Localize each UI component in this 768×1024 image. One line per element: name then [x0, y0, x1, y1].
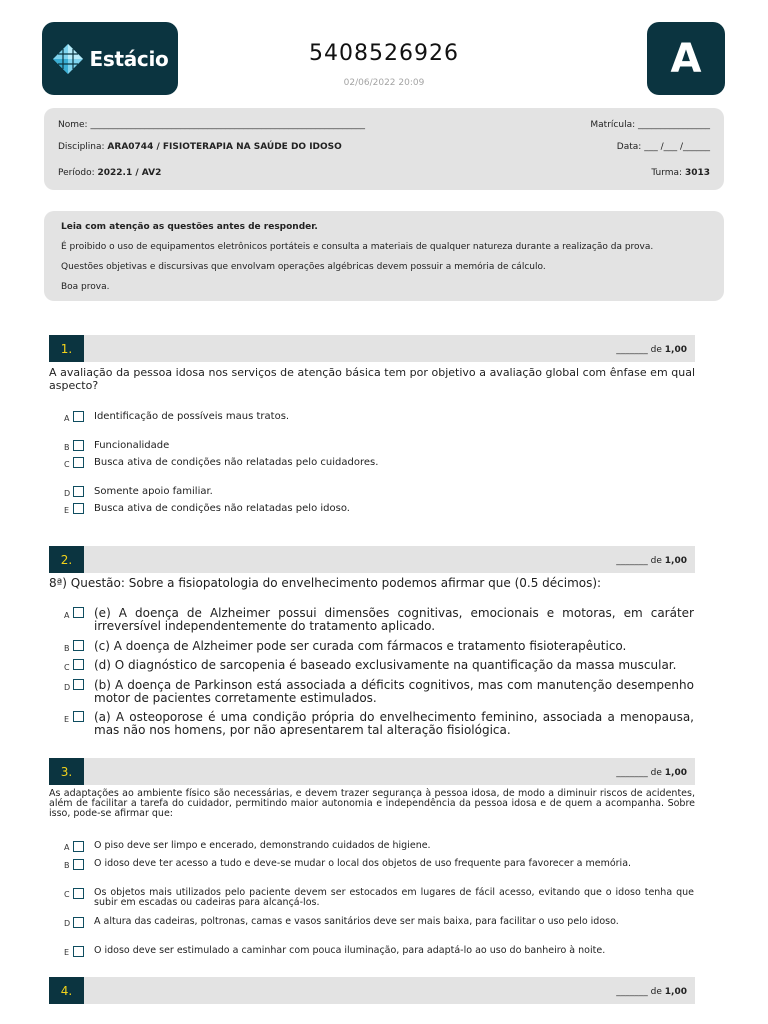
- option-text: Busca ativa de condições não relatadas pelo idoso.: [94, 503, 350, 514]
- logo-text: Estácio: [89, 46, 169, 71]
- option-letter: D: [64, 489, 71, 498]
- nome-label: Nome:: [58, 120, 88, 130]
- option-checkbox[interactable]: [73, 486, 84, 497]
- question-2-number: 2.: [49, 546, 84, 573]
- exam-datetime: 02/06/2022 20:09: [343, 78, 425, 88]
- periodo-value: 2022.1 / AV2: [97, 168, 162, 178]
- disciplina-field: [58, 142, 342, 152]
- option-text: (a) A osteoporose é uma condição própria do envelhecimento feminino, associada a menopausa, mas não nos homens, por não apresentarem tal alteração fisiológica.: [94, 710, 694, 737]
- option-letter: D: [64, 919, 71, 928]
- option-checkbox[interactable]: [73, 888, 84, 899]
- option-checkbox[interactable]: [73, 440, 84, 451]
- question-3-score: _______ de 1,00: [616, 768, 687, 778]
- periodo-field: [58, 168, 161, 178]
- option-text: O idoso deve ter acesso a tudo e deve-se mudar o local dos objetos de uso frequente para favorecer a memória.: [94, 858, 632, 869]
- question-4-number: 4.: [49, 977, 84, 1004]
- matricula-label: Matrícula:: [590, 120, 636, 130]
- periodo-label: Período:: [58, 168, 95, 178]
- instructions-line-3: Boa prova.: [61, 282, 110, 292]
- option-checkbox[interactable]: [73, 411, 84, 422]
- option-text: (e) A doença de Alzheimer possui dimensões cognitivas, emocionais e motoras, em caráter irreversível independentemente do tratamento aplicado.: [94, 606, 694, 633]
- question-3-header: [49, 758, 695, 785]
- version-letter: A: [647, 22, 725, 95]
- option-text: (b) A doença de Parkinson está associada a déficits cognitivos, mas com manutenção desempenho motor de pacientes corretamente estimulados.: [94, 678, 694, 705]
- data-blank: ___ /___ /______: [644, 142, 710, 152]
- exam-code: 5408526926: [309, 41, 459, 66]
- turma-label: Turma:: [651, 168, 683, 178]
- option-checkbox[interactable]: [73, 640, 84, 651]
- option-checkbox[interactable]: [73, 841, 84, 852]
- option-letter: A: [64, 414, 70, 423]
- option-checkbox[interactable]: [73, 607, 84, 618]
- question-2-score: _______ de 1,00: [616, 556, 687, 566]
- instructions-title: Leia com atenção as questões antes de responder.: [61, 222, 318, 232]
- option-letter: D: [64, 683, 71, 692]
- data-field: [617, 142, 710, 152]
- option-letter: C: [64, 460, 70, 469]
- instructions-line-2: Questões objetivas e discursivas que envolvam operações algébricas devem possuir a memória de cálculo.: [61, 262, 546, 272]
- question-1-stem: A avaliação da pessoa idosa nos serviços de atenção básica tem por objetivo a avaliação global com ênfase em qual aspecto?: [49, 366, 695, 392]
- disciplina-label: Disciplina:: [58, 142, 105, 152]
- option-checkbox[interactable]: [73, 503, 84, 514]
- option-checkbox[interactable]: [73, 917, 84, 928]
- turma-value: 3013: [684, 168, 710, 178]
- disciplina-value: ARA0744 / FISIOTERAPIA NA SAÚDE DO IDOSO: [107, 142, 342, 152]
- option-checkbox[interactable]: [73, 859, 84, 870]
- question-3-number: 3.: [49, 758, 84, 785]
- option-letter: E: [64, 948, 70, 957]
- question-4-score: _______ de 1,00: [616, 987, 687, 997]
- option-letter: B: [64, 644, 70, 653]
- option-letter: B: [64, 443, 70, 452]
- option-text: Os objetos mais utilizados pelo paciente devem ser estocados em lugares de fácil acesso, evitando que o idoso tenha que subir em escadas ou cadeiras para alcançá-los.: [94, 887, 694, 908]
- option-letter: E: [64, 506, 70, 515]
- option-checkbox[interactable]: [73, 457, 84, 468]
- question-3-stem: As adaptações ao ambiente físico são necessárias, e devem trazer segurança à pessoa idosa, de modo a diminuir riscos de acidentes, além de facilitar a tarefa do cuidador, permitindo maior autonomia e independência da pessoa idosa e de quem a acompanha. Sobre isso, pode-se afirmar que:: [49, 788, 695, 819]
- data-label: Data:: [616, 142, 642, 152]
- option-text: (d) O diagnóstico de sarcopenia é baseado exclusivamente na quantificação da massa muscular.: [94, 658, 677, 672]
- instructions-box: [44, 211, 724, 301]
- question-1-header: [49, 335, 695, 362]
- turma-field: [651, 168, 710, 178]
- option-text: O idoso deve ser estimulado a caminhar com pouca iluminação, para adaptá-lo ao uso do banheiro à noite.: [94, 945, 606, 956]
- instructions-line-1: É proibido o uso de equipamentos eletrônicos portáteis e consulta a materiais de qualquer natureza durante a realização da prova.: [61, 242, 654, 252]
- question-2-header: [49, 546, 695, 573]
- option-text: A altura das cadeiras, poltronas, camas e vasos sanitários deve ser mais baixa, para facilitar o uso pelo idoso.: [94, 916, 619, 927]
- option-checkbox[interactable]: [73, 711, 84, 722]
- option-checkbox[interactable]: [73, 679, 84, 690]
- option-letter: B: [64, 861, 70, 870]
- question-1-number: 1.: [49, 335, 84, 362]
- question-4-header: [49, 977, 695, 1004]
- option-letter: C: [64, 890, 70, 899]
- student-info-box: [44, 108, 724, 190]
- option-letter: E: [64, 715, 70, 724]
- option-text: Somente apoio familiar.: [94, 486, 213, 497]
- option-text: Identificação de possíveis maus tratos.: [94, 411, 290, 422]
- option-letter: C: [64, 663, 70, 672]
- matricula-blank: ________________: [638, 120, 710, 130]
- option-text: O piso deve ser limpo e encerado, demonstrando cuidados de higiene.: [94, 840, 431, 851]
- option-text: Busca ativa de condições não relatadas pelo cuidadores.: [94, 457, 379, 468]
- nome-field: [58, 120, 365, 130]
- nome-blank: _____________________________________________________________: [90, 120, 365, 130]
- option-letter: A: [64, 843, 70, 852]
- question-1-score: _______ de 1,00: [616, 345, 687, 355]
- option-checkbox[interactable]: [73, 946, 84, 957]
- option-checkbox[interactable]: [73, 659, 84, 670]
- question-2-stem: 8ª) Questão: Sobre a fisiopatologia do envelhecimento podemos afirmar que (0.5 décimos):: [49, 576, 602, 590]
- matricula-field: [590, 120, 710, 130]
- option-text: (c) A doença de Alzheimer pode ser curada com fármacos e tratamento fisioterapêutico.: [94, 639, 627, 653]
- option-text: Funcionalidade: [94, 440, 170, 451]
- option-letter: A: [64, 611, 70, 620]
